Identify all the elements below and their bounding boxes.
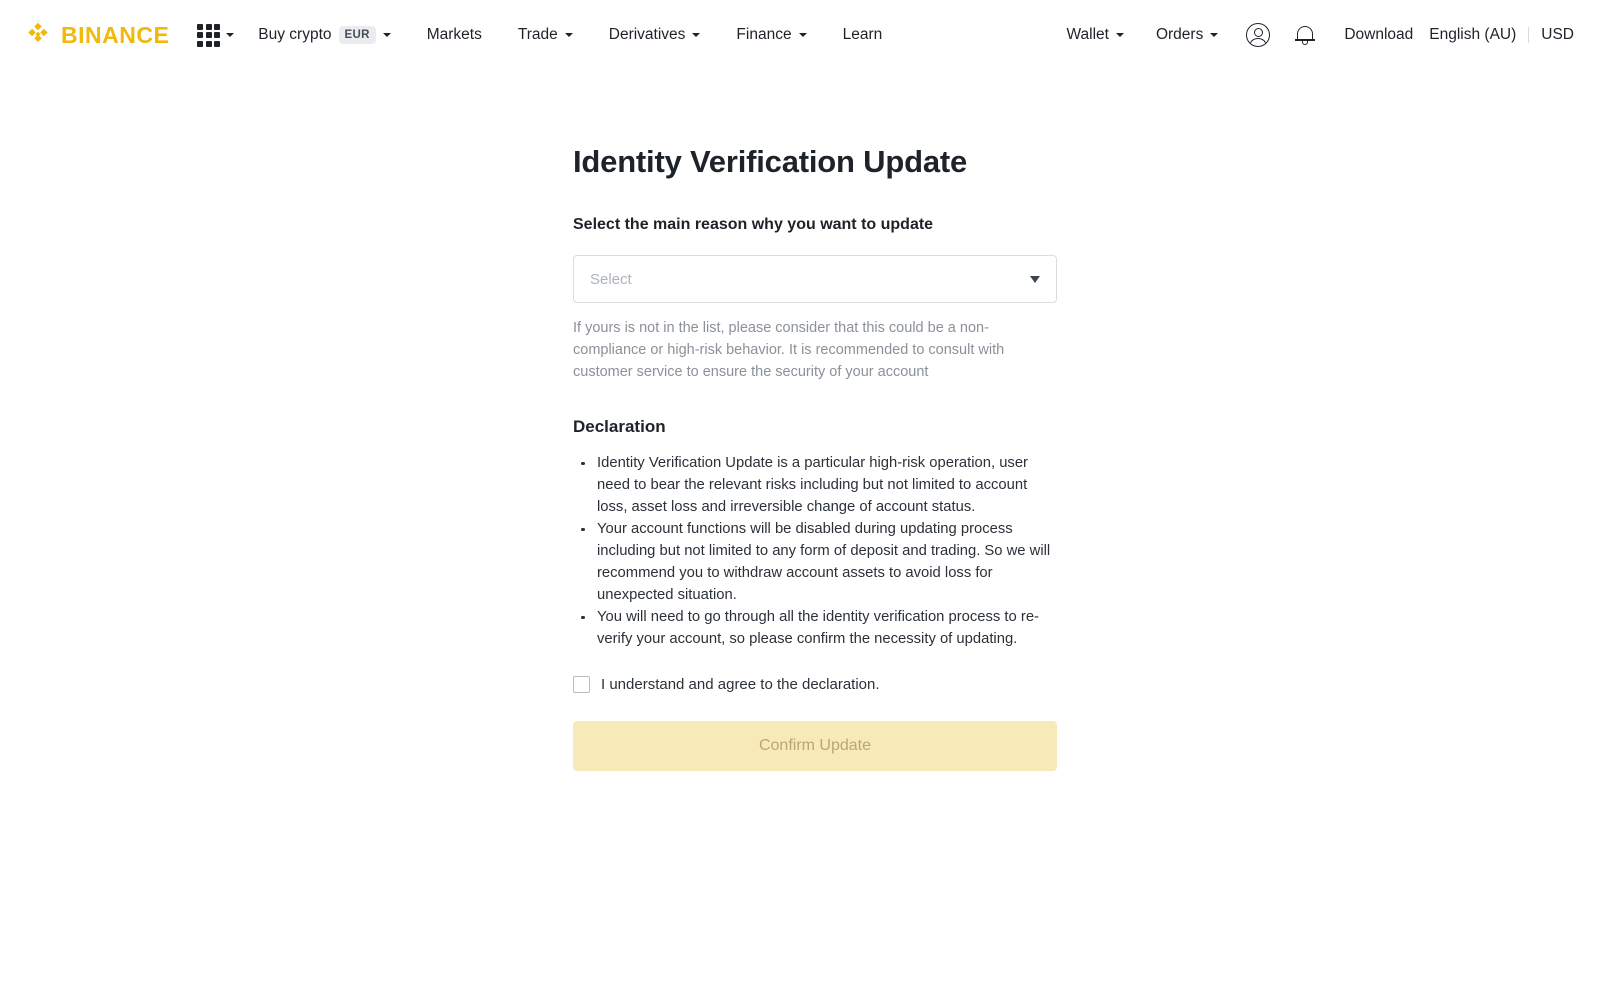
download-link[interactable] bbox=[1328, 26, 1429, 44]
list-item: You will need to go through all the identity verification process to re-verify your account, so please confirm the necessity of updating. bbox=[581, 606, 1057, 650]
top-navigation-bar bbox=[0, 0, 1600, 70]
nav-item-orders[interactable] bbox=[1140, 26, 1234, 44]
binance-logo-text: BINANCE bbox=[61, 21, 170, 48]
list-item: Your account functions will be disabled during updating process including but not limited to any form of deposit and trading. So we will recommend you to withdraw account assets to avoid loss for unexpected situation. bbox=[581, 518, 1057, 606]
declaration-title: Declaration bbox=[573, 417, 666, 436]
nav-item-finance[interactable] bbox=[718, 26, 824, 44]
nav-item-learn[interactable] bbox=[825, 26, 901, 44]
profile-button[interactable] bbox=[1234, 23, 1282, 47]
bell-icon bbox=[1294, 23, 1316, 47]
nav-item-wallet[interactable] bbox=[1050, 26, 1140, 44]
agree-checkbox[interactable] bbox=[573, 676, 590, 693]
nav-item-derivatives[interactable] bbox=[591, 26, 719, 44]
page-title: Identity Verification Update bbox=[573, 144, 968, 179]
currency-selector[interactable]: USD bbox=[1541, 26, 1574, 43]
nav-item-markets[interactable] bbox=[409, 26, 500, 44]
language-selector[interactable]: English (AU) bbox=[1429, 26, 1517, 43]
chevron-down-icon bbox=[226, 33, 234, 37]
user-circle-icon bbox=[1246, 23, 1270, 47]
nav-item-label: Buy crypto bbox=[258, 26, 332, 43]
nav-item-buy-crypto[interactable] bbox=[258, 26, 408, 44]
list-item: Identity Verification Update is a particular high-risk operation, user need to bear the relevant risks including but not limited to account loss, asset loss and irreversible change of account status. bbox=[581, 452, 1057, 518]
main-nav bbox=[258, 26, 900, 44]
notifications-button[interactable] bbox=[1282, 23, 1328, 47]
reason-select-placeholder: Select bbox=[590, 270, 632, 288]
confirm-update-button[interactable]: Confirm Update bbox=[573, 721, 1057, 771]
download-label: Download bbox=[1344, 26, 1414, 43]
declaration-list bbox=[573, 452, 1057, 650]
binance-logo-icon bbox=[24, 21, 52, 49]
binance-logo[interactable] bbox=[24, 21, 169, 49]
chevron-down-icon bbox=[1116, 33, 1124, 37]
wallet-label: Wallet bbox=[1066, 26, 1109, 43]
reason-hint: If yours is not in the list, please consider that this could be a non-compliance or high-risk behavior. It is recommended to consult with customer service to ensure the security of your account bbox=[573, 320, 1005, 380]
main-content bbox=[0, 70, 1600, 771]
chevron-down-icon bbox=[799, 33, 807, 37]
chevron-down-icon bbox=[1030, 276, 1040, 283]
apps-menu-button[interactable] bbox=[197, 24, 234, 47]
nav-item-label: Learn bbox=[842, 26, 883, 43]
nav-item-label: Derivatives bbox=[608, 26, 686, 43]
nav-item-label: Markets bbox=[426, 26, 482, 43]
identity-verification-panel bbox=[573, 70, 1057, 771]
orders-label: Orders bbox=[1155, 26, 1204, 43]
currency-badge: EUR bbox=[339, 26, 376, 44]
agree-row[interactable] bbox=[573, 676, 1057, 693]
nav-item-label: Trade bbox=[517, 26, 558, 43]
divider bbox=[1528, 27, 1529, 43]
header-right-group bbox=[1050, 23, 1574, 47]
agree-label: I understand and agree to the declaration. bbox=[601, 676, 880, 693]
reason-select[interactable] bbox=[573, 255, 1057, 303]
nav-item-trade[interactable] bbox=[500, 26, 591, 44]
nav-item-label: Finance bbox=[736, 26, 792, 43]
grid-icon bbox=[197, 24, 220, 47]
chevron-down-icon bbox=[565, 33, 573, 37]
chevron-down-icon bbox=[383, 33, 391, 37]
chevron-down-icon bbox=[692, 33, 700, 37]
reason-label: Select the main reason why you want to update bbox=[573, 216, 934, 233]
chevron-down-icon bbox=[1210, 33, 1218, 37]
